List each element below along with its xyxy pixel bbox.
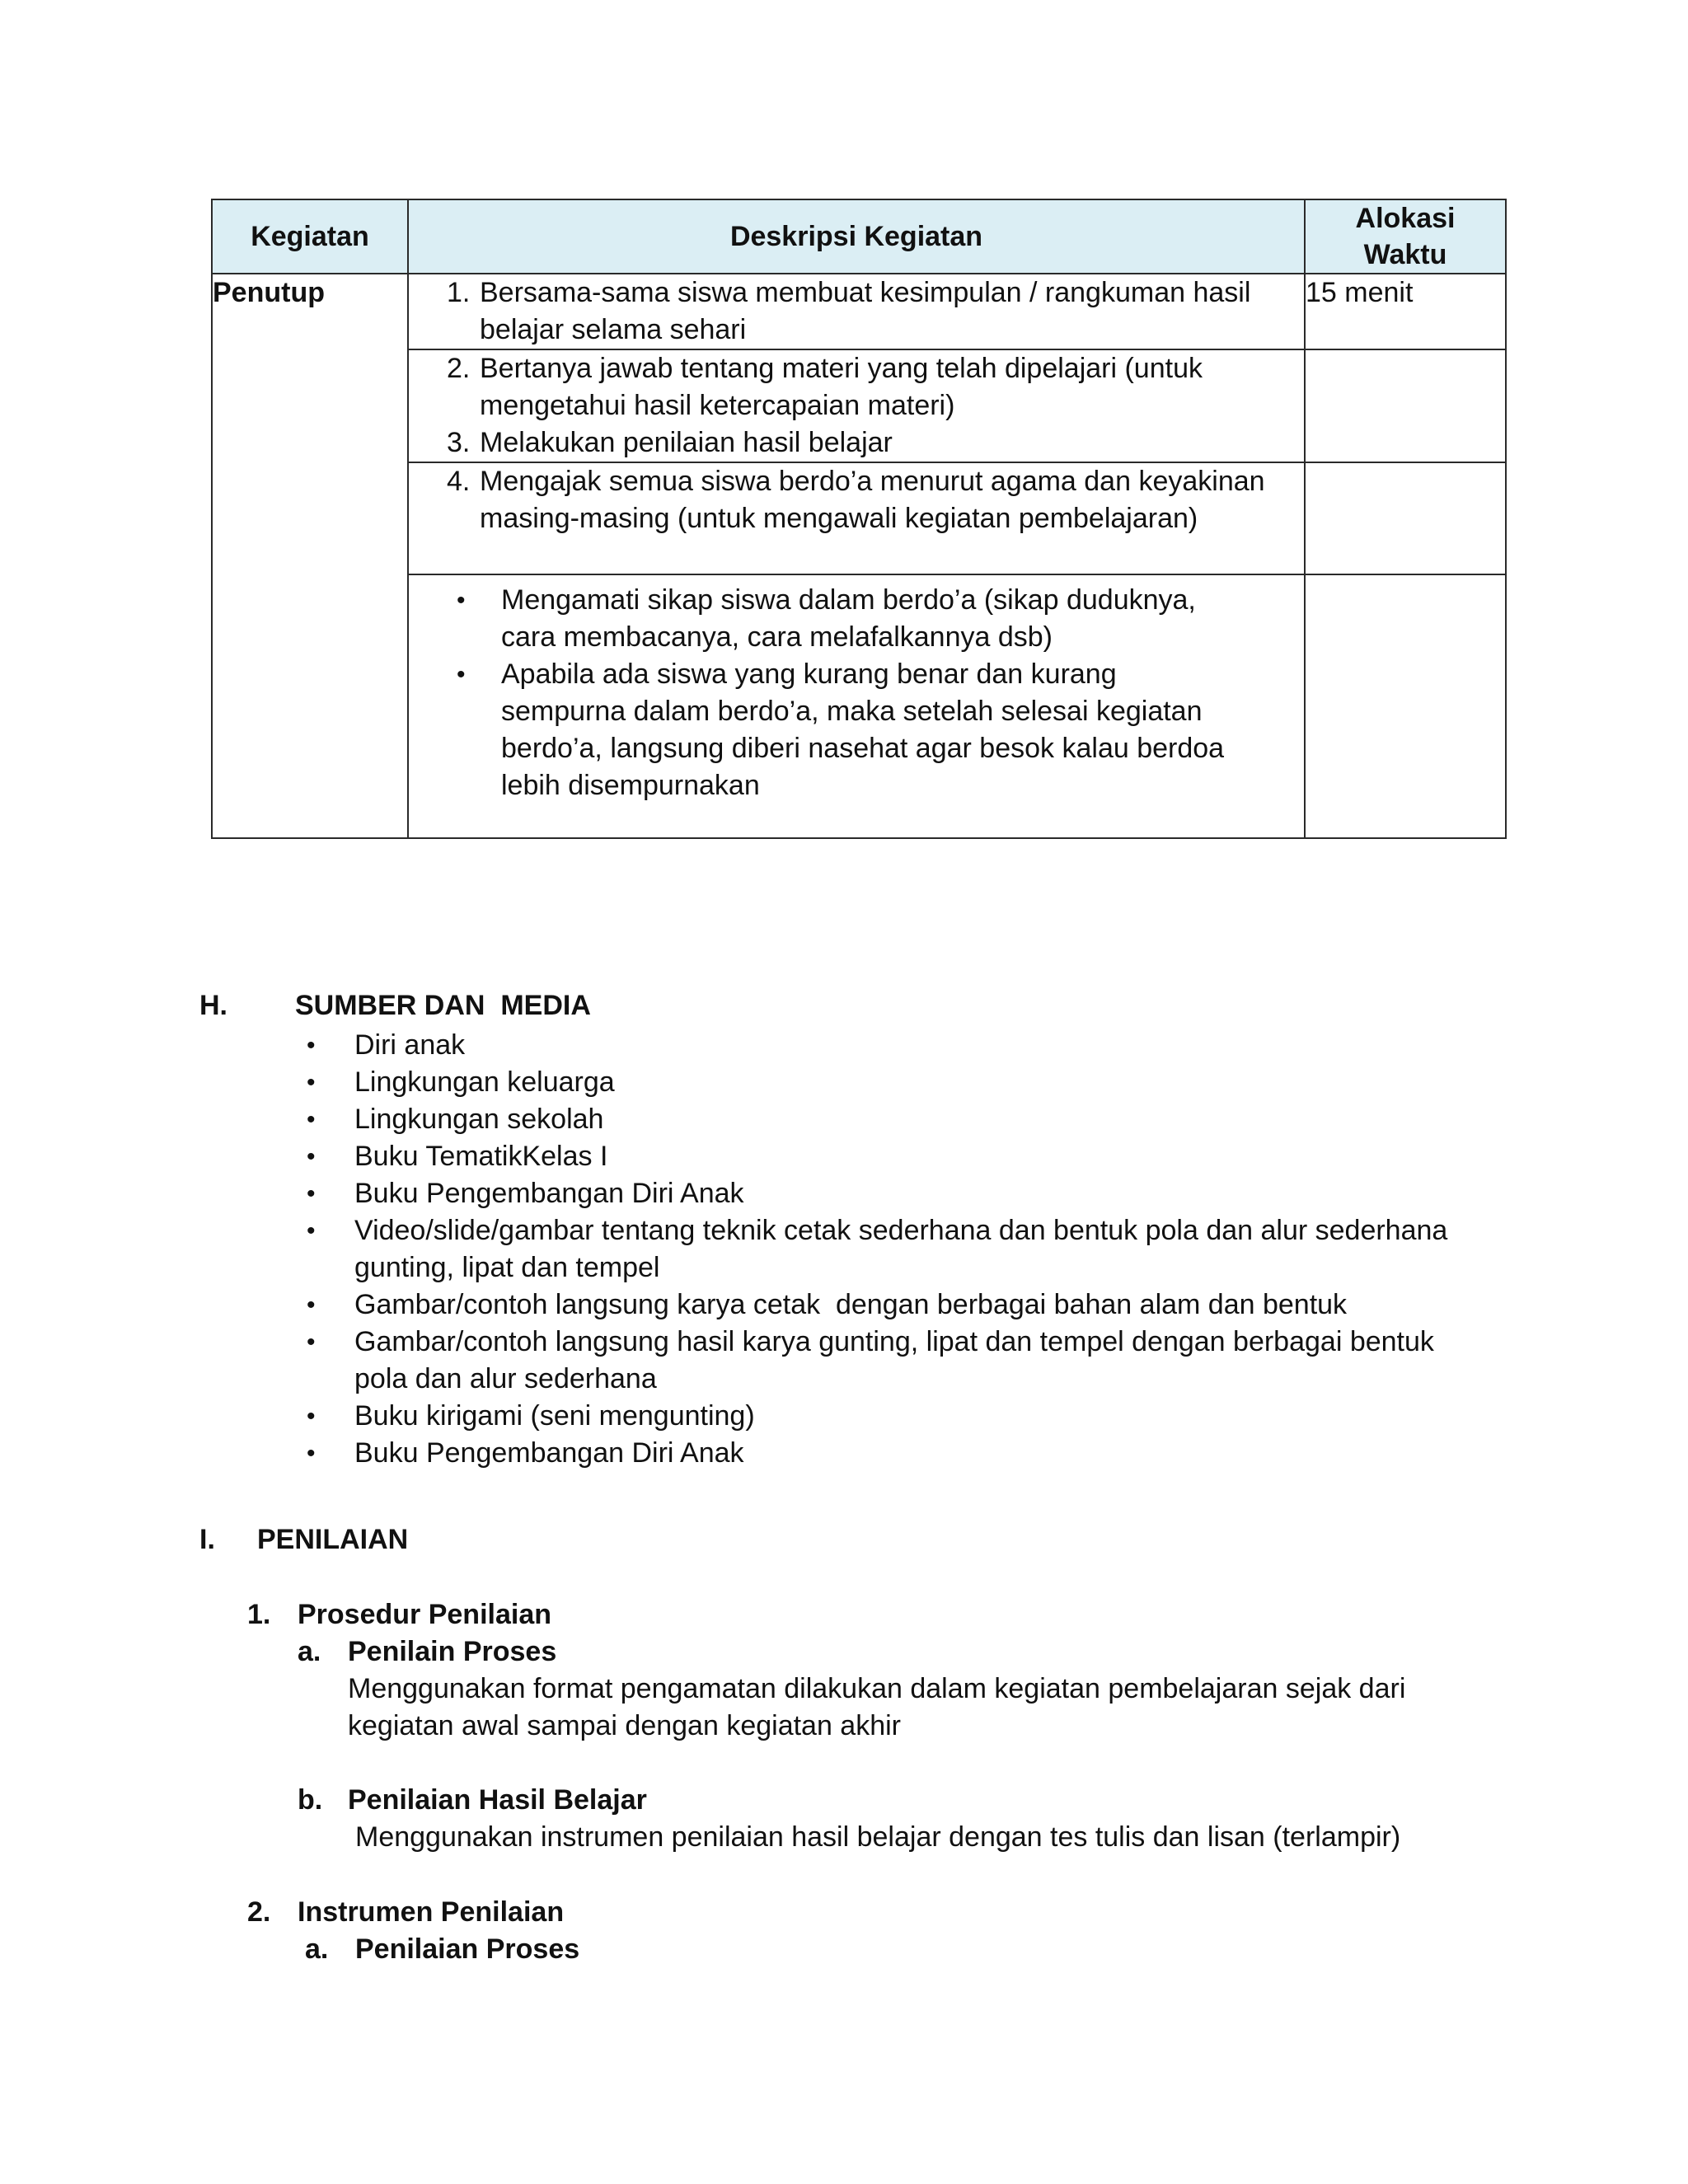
step-cell — [408, 349, 1305, 462]
time-cell-empty — [1305, 349, 1506, 462]
list-item-text: Lingkungan sekolah — [354, 1104, 604, 1135]
time-cell-empty — [1305, 462, 1506, 574]
list-item-text: Gambar/contoh langsung karya cetak dengan berbagai bahan alam dan bentuk — [354, 1289, 1348, 1320]
step-number: 2. — [447, 353, 471, 384]
list-item — [307, 1064, 1461, 1101]
resource-list — [307, 1027, 1461, 1472]
sub1-b-title: Penilaian Hasil Belajar — [348, 1784, 647, 1816]
header-alokasi — [1305, 199, 1506, 274]
bullet-item — [409, 656, 1304, 804]
list-item — [307, 1286, 1461, 1324]
bullet-glyph: • — [307, 1329, 316, 1356]
list-item — [307, 1435, 1461, 1472]
section-h-title: SUMBER DAN MEDIA — [295, 990, 591, 1021]
bullet-glyph: • — [307, 1440, 316, 1467]
step-text: Bersama-sama siswa membuat kesimpulan / rangkuman hasil belajar selama sehari — [480, 277, 1251, 345]
list-item — [307, 1175, 1461, 1212]
table-header-row — [212, 199, 1506, 274]
bullet-glyph: • — [307, 1032, 316, 1059]
sub1-title: Prosedur Penilaian — [298, 1599, 551, 1630]
header-deskripsi: Deskripsi Kegiatan — [408, 199, 1305, 274]
bullet-glyph: • — [307, 1106, 316, 1133]
phase-cell: Penutup — [212, 274, 408, 838]
sub1-b-text: Menggunakan instrumen penilaian hasil belajar dengan tes tulis dan lisan (terlampir) — [355, 1821, 1401, 1853]
sub1-b-letter: b. — [298, 1784, 323, 1816]
bullet-glyph: • — [307, 1180, 316, 1207]
bullet-glyph: • — [307, 1217, 316, 1244]
section-h-letter: H. — [199, 990, 227, 1021]
list-item-text: Buku Pengembangan Diri Anak — [354, 1437, 744, 1469]
bullet-text: Mengamati sikap siswa dalam berdo’a (sikap duduknya, cara membacanya, cara melafalkannya dsb) — [501, 584, 1196, 653]
time-cell: 15 menit — [1305, 274, 1506, 349]
bullet-glyph: • — [307, 1403, 316, 1430]
list-item — [307, 1138, 1461, 1175]
step-cell — [408, 274, 1305, 349]
list-item — [307, 1027, 1461, 1064]
bullet-glyph: • — [307, 1143, 316, 1170]
list-item-text: Buku Pengembangan Diri Anak — [354, 1178, 744, 1209]
step-number: 1. — [447, 277, 471, 308]
sub2-a-title: Penilaian Proses — [355, 1933, 580, 1965]
sub1-a-title: Penilain Proses — [348, 1636, 557, 1667]
sub2-title: Instrumen Penilaian — [298, 1896, 565, 1928]
step-number: 3. — [447, 427, 471, 458]
header-kegiatan: Kegiatan — [212, 199, 408, 274]
step-item — [409, 274, 1304, 349]
step-item — [409, 463, 1304, 537]
list-item — [307, 1101, 1461, 1138]
step-text: Mengajak semua siswa berdo’a menurut agama dan keyakinan masing-masing (untuk mengawali kegiatan pembelajaran) — [480, 466, 1265, 534]
list-item-text: Gambar/contoh langsung hasil karya gunting, lipat dan tempel dengan berbagai bentuk pola dan alur sederhana — [354, 1326, 1434, 1394]
sub1-a-text: Menggunakan format pengamatan dilakukan dalam kegiatan pembelajaran sejak dari kegiatan awal sampai dengan kegiatan akhir — [348, 1673, 1406, 1741]
step-number: 4. — [447, 466, 471, 497]
bullet-glyph: • — [307, 1291, 316, 1319]
step-item — [409, 350, 1304, 424]
list-item-text: Diri anak — [354, 1029, 466, 1061]
step-text: Melakukan penilaian hasil belajar — [480, 427, 893, 458]
sub1-number: 1. — [247, 1599, 271, 1630]
list-item-text: Buku TematikKelas I — [354, 1141, 608, 1172]
bullet-cell — [408, 574, 1305, 838]
list-item-text: Video/slide/gambar tentang teknik cetak sederhana dan bentuk pola dan alur sederhana gunting, lipat dan tempel — [354, 1215, 1448, 1283]
bullet-text: Apabila ada siswa yang kurang benar dan kurang sempurna dalam berdo’a, maka setelah selesai kegiatan berdo’a, langsung diberi nasehat agar besok kalau berdoa lebih disempurnakan — [501, 658, 1225, 801]
section-i-letter: I. — [199, 1524, 215, 1555]
sub2-number: 2. — [247, 1896, 271, 1928]
bullet-glyph: • — [307, 1069, 316, 1096]
step-text: Bertanya jawab tentang materi yang telah dipelajari (untuk mengetahui hasil ketercapaian materi) — [480, 353, 1203, 421]
bullet-glyph: • — [457, 661, 466, 688]
step-cell — [408, 462, 1305, 574]
list-item-text: Lingkungan keluarga — [354, 1066, 615, 1098]
list-item-text: Buku kirigami (seni mengunting) — [354, 1400, 755, 1432]
list-item — [307, 1398, 1461, 1435]
bullet-glyph: • — [457, 587, 466, 614]
section-i-title: PENILAIAN — [257, 1524, 409, 1555]
header-alokasi-line1: Alokasi — [1355, 203, 1456, 234]
sub2-a-letter: a. — [305, 1933, 329, 1965]
bullet-item — [409, 582, 1304, 656]
time-cell-empty — [1305, 574, 1506, 838]
list-item — [307, 1212, 1461, 1286]
header-alokasi-line2: Waktu — [1363, 239, 1447, 270]
list-item — [307, 1324, 1461, 1398]
sub1-a-letter: a. — [298, 1636, 321, 1667]
table-row — [212, 274, 1506, 349]
step-item — [409, 424, 1304, 462]
activity-table — [211, 199, 1507, 839]
